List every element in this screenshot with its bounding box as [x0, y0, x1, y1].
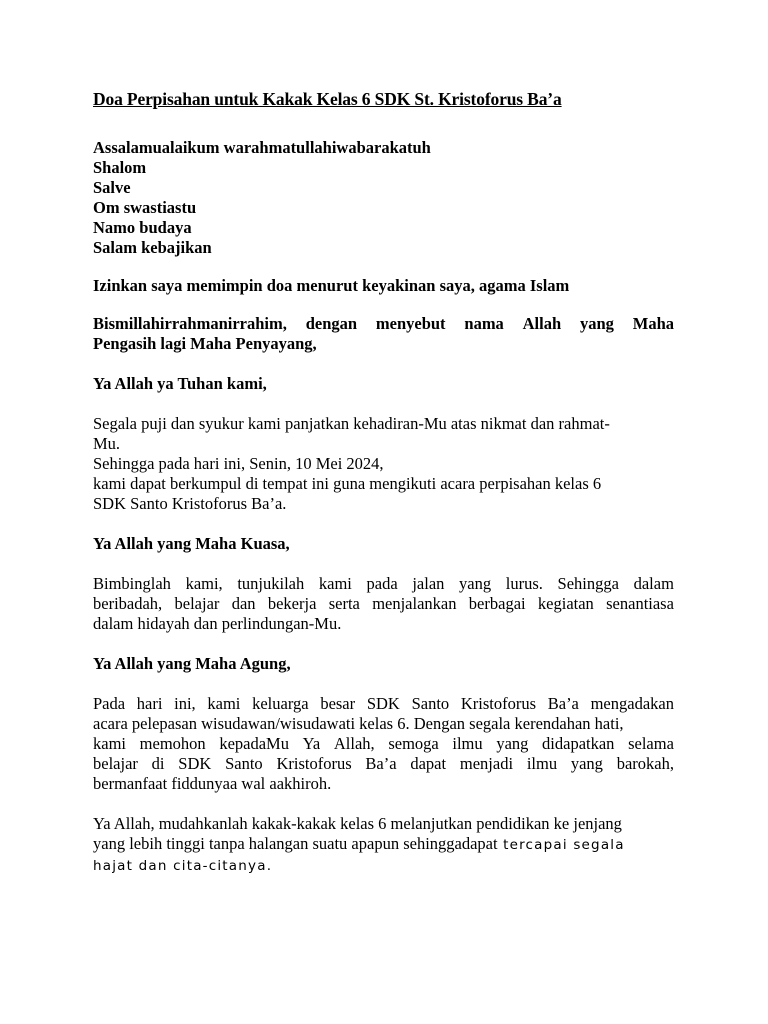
word: kami — [318, 574, 352, 593]
word: kami — [207, 694, 241, 713]
word: ilmu — [526, 754, 558, 773]
word: Ba’a — [365, 754, 397, 773]
greeting-line: Shalom — [93, 158, 147, 177]
word: hari — [136, 694, 163, 713]
word: besar — [320, 694, 356, 713]
word: Ba’a — [547, 694, 579, 713]
paragraph-line: dalam hidayah dan perlindungan-Mu. — [93, 614, 342, 633]
paragraph-line: Sehingga pada hari ini, Senin, 10 Mei 2024, — [93, 454, 384, 473]
document-title: Doa Perpisahan untuk Kakak Kelas 6 SDK St. Kristoforus Ba’a — [93, 89, 562, 109]
greeting-line: Assalamualaikum warahmatullahiwabarakatuh — [93, 138, 431, 157]
sans-text: hajat dan cita-citanya. — [93, 858, 273, 874]
word: Ya — [302, 734, 321, 753]
word: beribadah, — [93, 594, 163, 613]
word: di — [151, 754, 165, 773]
justified-line — [93, 574, 674, 594]
justified-line — [93, 314, 674, 334]
word: ilmu — [452, 734, 483, 753]
word: yang — [459, 574, 492, 593]
paragraph-line — [93, 834, 674, 855]
word: senantiasa — [606, 594, 674, 613]
word: barokah, — [616, 754, 674, 773]
greeting-line: Salve — [93, 178, 131, 197]
justified-line — [93, 694, 674, 714]
word: dapat — [410, 754, 447, 773]
word: Santo — [411, 694, 450, 713]
word: yang — [579, 314, 614, 333]
paragraph-line: Ya Allah, mudahkanlah kakak-kakak kelas 6 melanjutkan pendidikan ke jenjang — [93, 814, 622, 833]
sans-text: tercapai segala — [497, 837, 625, 853]
greeting-line: Namo budaya — [93, 218, 192, 237]
word: Kristoforus — [276, 754, 352, 773]
paragraph-farewell — [93, 694, 674, 794]
word: Allah, — [333, 734, 375, 753]
word: kepadaMu — [219, 734, 289, 753]
word: mengadakan — [590, 694, 674, 713]
word: dalam — [633, 574, 674, 593]
word: pada — [366, 574, 398, 593]
word: menjadi — [459, 754, 514, 773]
paragraph-line: Segala puji dan syukur kami panjatkan kehadiran-Mu atas nikmat dan rahmat- — [93, 414, 610, 433]
word: yang — [496, 734, 529, 753]
word: Sehingga — [557, 574, 619, 593]
paragraph-hope — [93, 814, 674, 876]
word: dengan — [305, 314, 358, 333]
word: menyebut — [375, 314, 446, 333]
paragraph-line: Mu. — [93, 434, 121, 453]
intro-line: Izinkan saya memimpin doa menurut keyakinan saya, agama Islam — [93, 276, 570, 295]
word: yang — [570, 754, 603, 773]
justified-line — [93, 594, 674, 614]
word: dan — [231, 594, 256, 613]
word: berbagai — [468, 594, 526, 613]
word: Kristoforus — [460, 694, 537, 713]
section-heading: Ya Allah yang Maha Agung, — [93, 654, 291, 673]
paragraph-line: kami dapat berkumpul di tempat ini guna mengikuti acara perpisahan kelas 6 — [93, 474, 602, 493]
word: Bismillahirrahmanirrahim, — [93, 314, 287, 333]
word: kami, — [185, 574, 223, 593]
word: selama — [628, 734, 674, 753]
word: Bimbinglah — [93, 574, 171, 593]
justified-line — [93, 734, 674, 754]
word: nama — [464, 314, 504, 333]
word: Pada — [93, 694, 126, 713]
greeting-line: Salam kebajikan — [93, 238, 212, 257]
word: kami — [93, 734, 126, 753]
paragraph-thanksgiving — [93, 414, 674, 514]
document-page — [93, 88, 674, 876]
word: kegiatan — [537, 594, 594, 613]
serif-text: yang lebih tinggi tanpa halangan suatu apapun sehinggadapat — [93, 834, 498, 853]
word: SDK — [366, 694, 400, 713]
bismillah-paragraph — [93, 314, 674, 354]
section-heading: Ya Allah yang Maha Kuasa, — [93, 534, 290, 553]
word: ini, — [174, 694, 196, 713]
word: Maha — [632, 314, 674, 333]
word: SDK — [178, 754, 212, 773]
word: Santo — [225, 754, 263, 773]
word: Allah — [522, 314, 562, 333]
word: didapatkan — [542, 734, 615, 753]
word: serta — [328, 594, 360, 613]
word: bekerja — [267, 594, 317, 613]
paragraph-line: bermanfaat fiddunyaa wal aakhiroh. — [93, 774, 332, 793]
word: lurus. — [505, 574, 543, 593]
greeting-line: Om swastiastu — [93, 198, 197, 217]
word: belajar — [174, 594, 220, 613]
word: tunjukilah — [237, 574, 305, 593]
word: belajar — [93, 754, 138, 773]
paragraph-line: Pengasih lagi Maha Penyayang, — [93, 334, 317, 353]
greetings-block — [93, 138, 674, 258]
paragraph-line: acara pelepasan wisudawan/wisudawati kelas 6. Dengan segala kerendahan hati, — [93, 714, 624, 733]
justified-line — [93, 754, 674, 774]
word: keluarga — [252, 694, 309, 713]
word: menjalankan — [372, 594, 457, 613]
paragraph-guidance — [93, 574, 674, 634]
word: jalan — [412, 574, 445, 593]
word: memohon — [139, 734, 206, 753]
paragraph-line: SDK Santo Kristoforus Ba’a. — [93, 494, 287, 513]
section-heading: Ya Allah ya Tuhan kami, — [93, 374, 267, 393]
word: semoga — [388, 734, 439, 753]
paragraph-line — [93, 855, 674, 876]
